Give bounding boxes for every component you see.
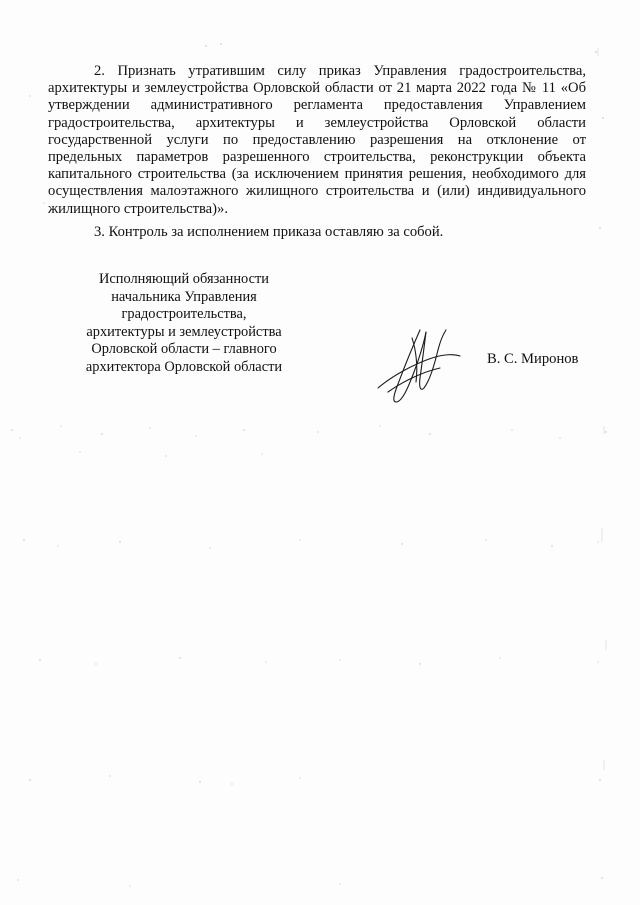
position-line: архитектуры и землеустройства: [86, 323, 282, 340]
position-line: начальника Управления: [111, 288, 257, 305]
handwritten-signature: [368, 318, 468, 408]
document-body: [48, 63, 586, 241]
position-line: Орловской области – главного: [91, 341, 277, 358]
position-line: градостроительства,: [121, 306, 247, 323]
position-line: Исполняющий обязанности: [98, 271, 269, 287]
position-line: архитектора Орловской области: [85, 358, 283, 375]
signatory-name: В. С. Миронов: [487, 351, 579, 367]
signatory-position: [70, 271, 298, 377]
paragraph-2: 2. Признать утратившим силу приказ Управления градостроительства, архитектуры и землеустройства Орловской области от 21 марта 2022 года № 11 «Об утверждении административного регламента предоставления Управлением градостроительства, архитектуры и землеустройства Орловской области государственной услуги по предоставлению разрешения на отклонение от предельных параметров разрешенного строительства, реконструкции объекта капитального строительства (за исключением принятия решения, необходимого для осуществления малоэтажного жилищного строительства и (или) индивидуального жилищного строительства)».: [48, 63, 586, 217]
paragraph-3: 3. Контроль за исполнением приказа оставляю за собой.: [94, 223, 444, 240]
